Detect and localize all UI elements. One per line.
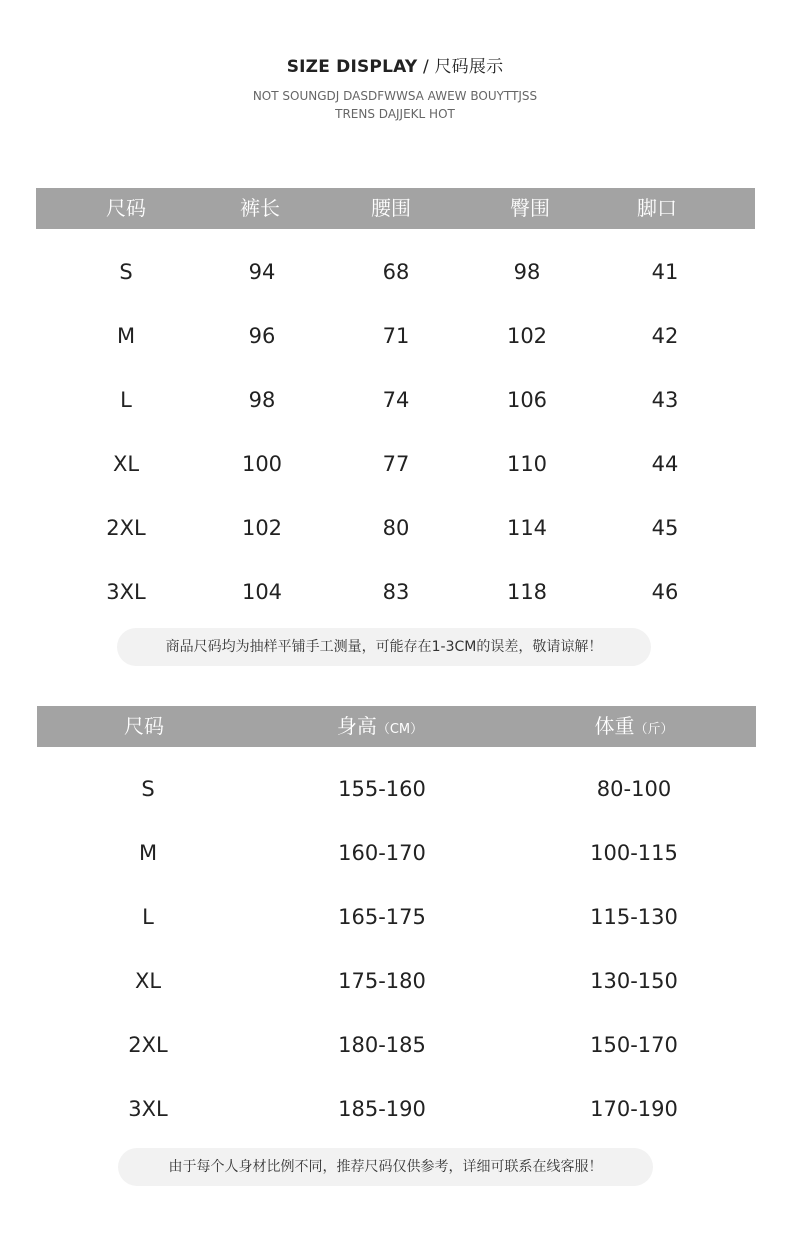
column-header-height: 身高（CM） [336, 714, 424, 738]
table-cell: 114 [506, 516, 548, 540]
table-cell: S [141, 777, 155, 801]
table-cell: 130-150 [590, 969, 678, 993]
table-cell: 3XL [128, 1097, 168, 1121]
measurement-table-header [36, 188, 755, 229]
table-cell: 80-100 [596, 777, 672, 801]
table-cell: 96 [248, 324, 276, 348]
table-cell: 165-175 [338, 905, 426, 929]
table-cell: 83 [382, 580, 410, 604]
table-cell: 77 [382, 452, 410, 476]
table-cell: 94 [248, 260, 276, 284]
column-header-size: 尺码 [124, 714, 164, 738]
column-header-hem: 脚口 [637, 196, 677, 220]
table-cell: 2XL [106, 516, 146, 540]
table-cell: 115-130 [590, 905, 678, 929]
subtitle-line-2: TRENS DAJJEKL HOT [335, 107, 455, 121]
table-cell: 155-160 [338, 777, 426, 801]
page-title: SIZE DISPLAY / 尺码展示 [286, 57, 504, 77]
table-cell: XL [134, 969, 162, 993]
table-cell: 68 [382, 260, 410, 284]
subtitle-line-1: NOT SOUNGDJ DASDFWWSA AWEW BOUYTTJSS [252, 89, 538, 103]
table-cell: 170-190 [590, 1097, 678, 1121]
table-cell: 43 [651, 388, 679, 412]
table-cell: 160-170 [338, 841, 426, 865]
table-cell: 41 [651, 260, 679, 284]
table-cell: 185-190 [338, 1097, 426, 1121]
recommendation-table-header [37, 706, 756, 747]
table-cell: 2XL [128, 1033, 168, 1057]
table-cell: 104 [241, 580, 283, 604]
table-cell: 46 [651, 580, 679, 604]
table-cell: 98 [248, 388, 276, 412]
column-header-weight: 体重（斤） [594, 714, 674, 738]
table-cell: 98 [513, 260, 541, 284]
table-cell: 150-170 [590, 1033, 678, 1057]
table-cell: 180-185 [338, 1033, 426, 1057]
table-cell: 80 [382, 516, 410, 540]
table-cell: 118 [506, 580, 548, 604]
column-header-waist: 腰围 [371, 196, 411, 220]
table-cell: 71 [382, 324, 410, 348]
table-cell: M [138, 841, 158, 865]
column-header-length: 裤长 [240, 196, 280, 220]
table-cell: 106 [506, 388, 548, 412]
table-cell: XL [112, 452, 140, 476]
table-cell: 44 [651, 452, 679, 476]
column-header-size: 尺码 [106, 196, 146, 220]
recommendation-note: 由于每个人身材比例不同，推荐尺码仅供参考，详细可联系在线客服！ [118, 1148, 653, 1186]
table-cell: L [120, 388, 132, 412]
table-cell: 45 [651, 516, 679, 540]
table-cell: M [116, 324, 136, 348]
table-cell: 74 [382, 388, 410, 412]
table-cell: 102 [506, 324, 548, 348]
table-cell: 110 [506, 452, 548, 476]
table-cell: L [142, 905, 154, 929]
column-header-hip: 臀围 [510, 196, 550, 220]
table-cell: 100 [241, 452, 283, 476]
table-cell: 175-180 [338, 969, 426, 993]
measurement-note: 商品尺码均为抽样平铺手工测量，可能存在1-3CM的误差，敬请谅解！ [117, 628, 651, 666]
table-cell: S [119, 260, 133, 284]
table-cell: 3XL [106, 580, 146, 604]
table-cell: 102 [241, 516, 283, 540]
table-cell: 100-115 [590, 841, 678, 865]
table-cell: 42 [651, 324, 679, 348]
